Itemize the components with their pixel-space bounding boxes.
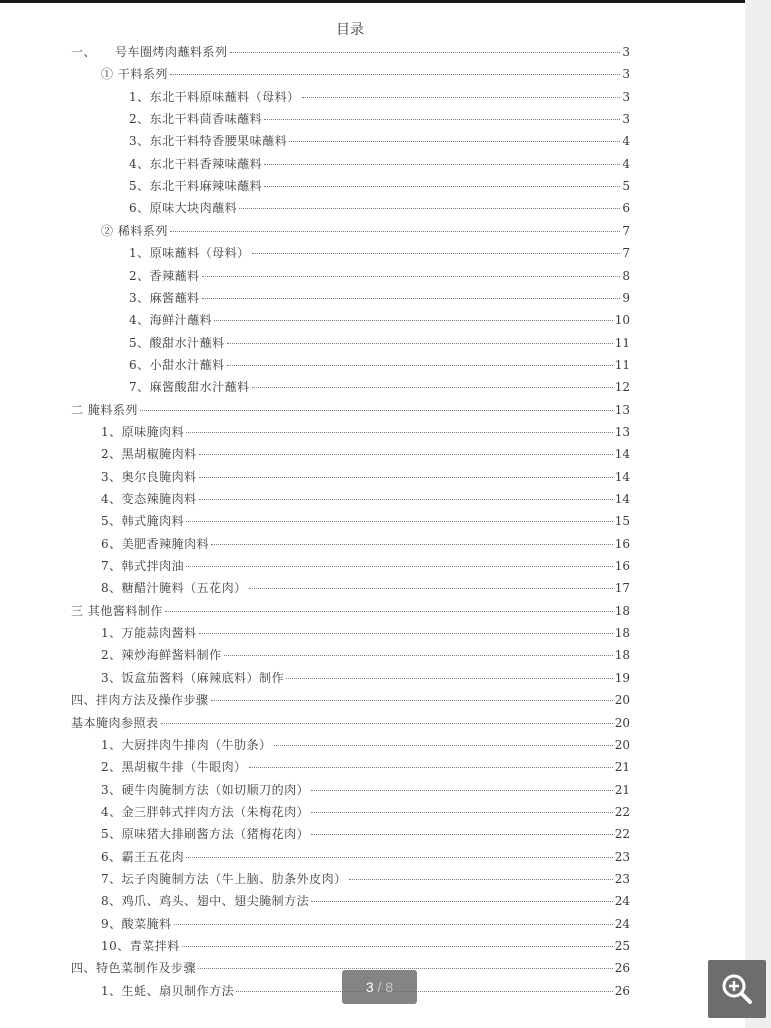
toc-entry[interactable]: [101, 443, 630, 465]
toc-entry-page-number: 25: [614, 939, 630, 953]
toc-entry-label: 2、香辣蘸料: [129, 268, 200, 283]
toc-entry-label: 2、黑胡椒腌肉料: [101, 447, 197, 462]
toc-dot-leader: [252, 253, 621, 254]
toc-entry-label: 8、糖醋汁腌料（五花肉）: [101, 581, 247, 596]
toc-dot-leader: [227, 365, 613, 366]
toc-entry[interactable]: [129, 265, 630, 287]
toc-entry[interactable]: [101, 577, 630, 599]
toc-dot-leader: [165, 611, 613, 612]
toc-entry-label: 3、奥尔良腌肉料: [101, 469, 197, 484]
toc-entry-label: 3、硬牛肉腌制方法（如切顺刀的肉）: [101, 782, 310, 797]
toc-entry-label: 6、美肥香辣腌肉料: [101, 536, 210, 551]
toc-dot-leader: [199, 499, 613, 500]
toc-entry[interactable]: [101, 890, 630, 912]
toc-dot-leader: [252, 387, 613, 388]
toc-dot-leader: [211, 544, 613, 545]
toc-entry[interactable]: [101, 823, 630, 845]
toc-entry-page-number: 13: [614, 424, 630, 439]
toc-entry-page-number: 24: [614, 894, 630, 909]
toc-dot-leader: [182, 946, 613, 947]
toc-entry-label: 4、海鲜汁蘸料: [129, 313, 213, 328]
zoom-in-icon: [719, 971, 755, 1007]
toc-entry[interactable]: [101, 510, 630, 532]
toc-entry-label: 1、生蚝、扇贝制作方法: [101, 983, 235, 998]
toc-dot-leader: [186, 432, 613, 433]
toc-entry-label: 7、坛子肉腌制方法（牛上脑、肋条外皮肉）: [101, 871, 347, 886]
toc-entry-page-number: 4: [622, 134, 630, 149]
toc-dot-leader: [170, 231, 621, 232]
toc-dot-leader: [186, 521, 613, 522]
toc-dot-leader: [311, 790, 613, 791]
toc-dot-leader: [199, 633, 613, 634]
toc-entry[interactable]: [129, 376, 630, 398]
toc-entry-label: 6、霸王五花肉: [101, 849, 185, 864]
toc-entry-label: 4、金三胖韩式拌肉方法（朱梅花肉）: [101, 804, 310, 819]
toc-entry-label: 三 其他酱料制作: [71, 603, 163, 618]
toc-entry[interactable]: [129, 175, 630, 197]
toc-entry[interactable]: [101, 622, 630, 644]
page-indicator: [342, 970, 417, 1004]
toc-entry-label: 1、原味腌肉料: [101, 424, 185, 439]
toc-entry-page-number: 21: [614, 782, 630, 797]
toc-entry-page-number: 22: [614, 804, 630, 819]
toc-entry-page-number: 6: [622, 201, 630, 216]
toc-dot-leader: [349, 879, 613, 880]
toc-entry-page-number: 3: [622, 112, 630, 127]
toc-entry[interactable]: [129, 130, 630, 152]
toc-entry[interactable]: [129, 287, 630, 309]
toc-entry[interactable]: [101, 935, 630, 957]
toc-entry-label: 2、黑胡椒牛排（牛眼肉）: [101, 760, 247, 775]
toc-dot-leader: [249, 588, 613, 589]
toc-entry-page-number: 20: [614, 737, 630, 752]
toc-entry-label: 7、麻酱酸甜水汁蘸料: [129, 380, 250, 395]
toc-dot-leader: [239, 208, 620, 209]
toc-entry-page-number: 3: [622, 45, 630, 59]
toc-entry[interactable]: [129, 197, 630, 219]
toc-entry-page-number: 16: [614, 536, 630, 551]
toc-entry-page-number: 19: [614, 670, 630, 685]
toc-dot-leader: [161, 723, 613, 724]
toc-entry-label: 1、原味蘸料（母料）: [129, 246, 250, 261]
toc-entry-page-number: 9: [622, 290, 630, 305]
toc-entry-page-number: 18: [614, 626, 630, 641]
toc-title: 目录: [336, 22, 364, 38]
toc-entry-page-number: 11: [614, 335, 630, 350]
toc-dot-leader: [289, 141, 620, 142]
current-page-number: 3: [365, 979, 374, 995]
toc-entry[interactable]: [129, 242, 630, 264]
toc-entry[interactable]: [71, 600, 630, 622]
toc-entry[interactable]: [71, 712, 630, 734]
toc-entry[interactable]: [101, 667, 630, 689]
toc-entry-page-number: 23: [614, 871, 630, 886]
toc-entry-page-number: 3: [622, 89, 630, 104]
toc-dot-leader: [211, 700, 613, 701]
toc-entry-label: ① 干料系列: [101, 67, 168, 82]
toc-entry-page-number: 12: [614, 380, 630, 395]
toc-entry-label: 5、东北干料麻辣味蘸料: [129, 179, 263, 194]
toc-entry-label: 3、东北干料特香腰果味蘸料: [129, 134, 288, 149]
toc-entry-page-number: 14: [614, 469, 630, 484]
toc-entry-label: 4、东北干料香辣味蘸料: [129, 156, 263, 171]
toc-dot-leader: [140, 410, 613, 411]
toc-entry[interactable]: [101, 220, 630, 242]
toc-dot-leader: [224, 655, 613, 656]
toc-entry-label: 2、辣炒海鲜酱料制作: [101, 648, 222, 663]
toc-dot-leader: [249, 767, 613, 768]
toc-dot-leader: [186, 857, 613, 858]
toc-entry[interactable]: [71, 689, 630, 711]
toc-entry[interactable]: [101, 488, 630, 510]
toc-entry-page-number: 22: [614, 827, 630, 842]
toc-dot-leader: [202, 298, 621, 299]
toc-entry-page-number: 13: [614, 402, 630, 417]
toc-entry[interactable]: [129, 153, 630, 175]
toc-entry-label: 4、变态辣腌肉料: [101, 492, 197, 506]
toc-entry-page-number: 26: [614, 961, 630, 976]
toc-entry-label: ② 稀料系列: [101, 223, 168, 238]
toc-entry-page-number: 24: [614, 916, 630, 931]
toc-entry[interactable]: [129, 309, 630, 331]
toc-entry[interactable]: [129, 332, 630, 354]
toc-entry-label: 7、韩式拌肉油: [101, 559, 185, 574]
toc-entry-label: 3、麻酱蘸料: [129, 290, 200, 305]
toc-entry[interactable]: [71, 399, 630, 421]
toc-entry-page-number: 11: [614, 357, 630, 372]
viewer-gutter: [745, 0, 771, 1028]
toc-entry-page-number: 14: [614, 492, 630, 506]
toc-dot-leader: [174, 924, 613, 925]
toc-entry-label: 8、鸡爪、鸡头、翅中、翅尖腌制方法: [101, 894, 310, 909]
toc-entry-page-number: 7: [622, 246, 630, 261]
toc-dot-leader: [286, 678, 613, 679]
toc-entry-page-number: 26: [614, 983, 630, 998]
toc-entry-page-number: 16: [614, 559, 630, 574]
toc-dot-leader: [302, 97, 621, 98]
toc-entry[interactable]: [101, 466, 630, 488]
toc-dot-leader: [186, 566, 613, 567]
toc-entry[interactable]: [101, 63, 630, 85]
toc-entry-label: 6、小甜水汁蘸料: [129, 357, 225, 372]
toc-entry[interactable]: [101, 421, 630, 443]
toc-entry-page-number: 4: [622, 156, 630, 171]
toc-dot-leader: [311, 901, 613, 902]
toc-entry-label: 四、特色菜制作及步骤: [71, 961, 197, 976]
toc-entry-label: 3、饭盒茄酱料（麻辣底料）制作: [101, 670, 285, 685]
toc-entry-label: 四、拌肉方法及操作步骤: [71, 693, 209, 708]
toc-entry[interactable]: [101, 756, 630, 778]
toc-entry-page-number: 21: [614, 760, 630, 775]
toc-entry-page-number: 20: [614, 715, 630, 730]
toc-entry-page-number: 15: [614, 514, 630, 529]
toc-dot-leader: [236, 991, 613, 992]
zoom-in-button[interactable]: [708, 960, 766, 1018]
toc-entry-page-number: 7: [622, 223, 630, 238]
toc-dot-leader: [199, 454, 613, 455]
toc-entry-label: 基本腌肉参照表: [71, 715, 159, 730]
toc-entry-page-number: 5: [622, 179, 630, 194]
toc-entry-label: 2、东北干料茴香味蘸料: [129, 112, 263, 127]
toc-entry-page-number: 18: [614, 648, 630, 663]
toc-entry[interactable]: [71, 41, 630, 63]
toc-entry[interactable]: [101, 913, 630, 935]
toc-entry-label: 二 腌料系列: [71, 402, 138, 417]
toc-entry[interactable]: [101, 533, 630, 555]
toc-entry[interactable]: [101, 801, 630, 823]
toc-entry-label: 9、酸菜腌料: [101, 916, 172, 931]
toc-entry-label: 6、原味大块肉蘸料: [129, 201, 238, 216]
toc-entry-label: 1、万能蒜肉酱料: [101, 626, 197, 641]
toc-entry[interactable]: [101, 868, 630, 890]
toc-dot-leader: [264, 164, 620, 165]
toc-entry-label: 5、酸甜水汁蘸料: [129, 335, 225, 350]
toc-entry-page-number: 17: [614, 581, 630, 596]
total-pages: 8: [385, 979, 394, 995]
toc-dot-leader: [311, 812, 613, 813]
toc-dot-leader: [227, 343, 613, 344]
toc-entry-page-number: 8: [622, 268, 630, 283]
toc-entry-label: 10、青菜拌料: [101, 939, 180, 953]
toc-dot-leader: [274, 745, 613, 746]
toc-entry[interactable]: [129, 354, 630, 376]
toc-entry-label: 1、大厨拌肉牛排肉（牛肋条）: [101, 737, 272, 752]
document-page: [3, 3, 745, 1028]
toc-entry[interactable]: [101, 644, 630, 666]
toc-dot-leader: [230, 52, 621, 53]
toc-entry-page-number: 14: [614, 447, 630, 462]
toc-entry[interactable]: [101, 555, 630, 577]
toc-dot-leader: [264, 186, 620, 187]
toc-dot-leader: [214, 320, 613, 321]
toc-entry-label: 1、东北干料原味蘸料（母料）: [129, 89, 300, 104]
toc-entry[interactable]: [101, 779, 630, 801]
toc-entry-page-number: 18: [614, 603, 630, 618]
toc-entry-page-number: 10: [614, 313, 630, 328]
toc-entry[interactable]: [101, 846, 630, 868]
toc-entry[interactable]: [129, 108, 630, 130]
toc-dot-leader: [264, 119, 620, 120]
toc-entry-label: 一、 号车圈烤肉蘸料系列: [71, 45, 228, 59]
toc-entry-label: 5、原味猪大排刷酱方法（猪梅花肉）: [101, 827, 310, 842]
toc-dot-leader: [311, 834, 613, 835]
toc-dot-leader: [170, 74, 621, 75]
toc-entry-page-number: 20: [614, 693, 630, 708]
toc-dot-leader: [202, 276, 621, 277]
toc-entry-label: 5、韩式腌肉料: [101, 514, 185, 529]
page-separator: /: [377, 979, 382, 995]
toc-entry[interactable]: [129, 86, 630, 108]
toc-dot-leader: [199, 477, 613, 478]
toc-entry[interactable]: [101, 734, 630, 756]
toc-entry-page-number: 23: [614, 849, 630, 864]
toc-entry-page-number: 3: [622, 67, 630, 82]
